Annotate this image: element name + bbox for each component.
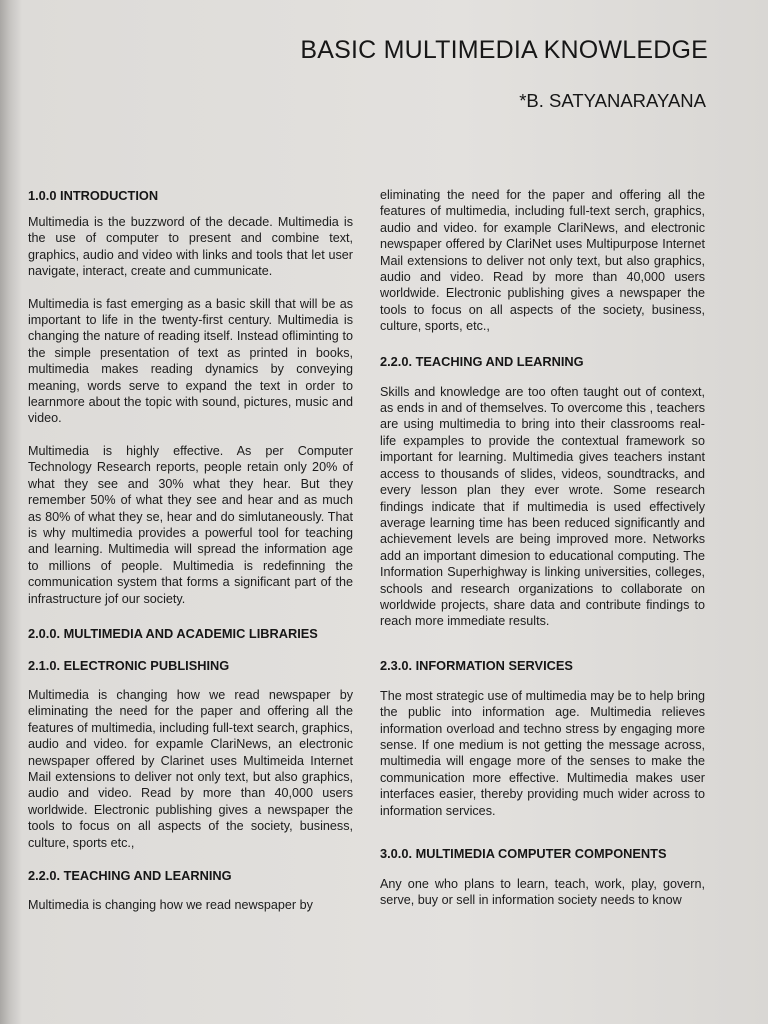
paragraph-publishing-continued: eliminating the need for the paper and offering all the features of multimedia, including full-text serch, graphics, audio and video. for example ClariNews, and electronic newspaper offered by ClariNet uses Multipurpose Internet Mail extensions to deliver not only text, but also graphics, audio and video. Read by more than 40,000 users worldwide. Electronic publishing gives a newspaper the tools to focus on all aspects of the society, business, culture, sports, etc., <box>380 188 705 334</box>
paragraph-teaching-start: Multimedia is changing how we read newspaper by <box>28 898 313 912</box>
paragraph-intro-3: Multimedia is highly effective. As per Computer Technology Research reports, people retain only 20% of what they see and 30% what they hear. But they remember 50% of what they see and hear and as much as 80% of what they se, hear and do simlutaneously. That is why multimedia provides a powerful tool for teaching and learning. Multimedia will spread the information age to millions of people. Multimedia is redefinning the communication system that forms a significant part of the infrastructure jof our society. <box>28 443 353 606</box>
paragraph-teaching-learning: Skills and knowledge are too often taught out of context, as ends in and of themselves. To overcome this , teachers are using multimedia to bring into their classrooms real-life expamples to provide the contextual framework so important for learning. Multimedia gives teachers instant access to thousands of slides, videos, soundtracks, and every lesson plan they ever wrote. Some research findings indicate that if multimedia is used effectively average learning time has been reduced significantly and achievement levels are being improved more. Networks add an important dimesion to educational computing. The Information Superhighway is linking universities, colleges, schools and research organizations to collaborate on worldwide projects, share data and contribute findings to reach more immediate results. <box>380 384 705 629</box>
paragraph-intro-2: Multimedia is fast emerging as a basic skill that will be as important to life in the twenty-first century. Multimedia is changing the nature of reading itself. Instead ofliminting to the simple presentation of text as printed in books, multimedia makes reading dynamics by conveying meaning, words serve to expand the text in order to learnmore about the topic with sound, pictures, music and video. <box>28 296 353 426</box>
section-heading-information-services: 2.3.0. INFORMATION SERVICES <box>380 657 573 673</box>
paragraph-electronic-publishing: Multimedia is changing how we read newspaper by eliminating the need for the paper and offering all the features of multimedia, including full-text search, graphics, audio and video. for expamle ClariNews, an electronic newspaper offered by Clarinet uses Multimeida Internet Mail extensions to deliver not only text, but also graphics, audio and video. Read by more than 40,000 users worldwide. Electronic publishing gives a newspaper the tools to focus on all aspects of the society, business, culture, sports etc., <box>28 687 353 850</box>
section-heading-computer-components: 3.0.0. MULTIMEDIA COMPUTER COMPONENTS <box>380 846 667 861</box>
author-name: *B. SATYANARAYANA <box>519 90 706 111</box>
section-heading-teaching-learning-left: 2.2.0. TEACHING AND LEARNING <box>28 868 232 883</box>
paragraph-information-services: The most strategic use of multimedia may be to help bring the public into information age. Multimedia relieves information overload and techno stress by engaging more sense. If one medium is not getting the message across, multimedia will engage more of the senses to make the communication more effective. Multimedia makes user interfaces easier, thereby providing much wider across to information services. <box>380 688 705 818</box>
document-title: BASIC MULTIMEDIA KNOWLEDGE <box>300 36 708 64</box>
section-heading-introduction: 1.0.0 INTRODUCTION <box>28 188 159 203</box>
section-heading-teaching-learning: 2.2.0. TEACHING AND LEARNING <box>380 353 584 369</box>
paragraph-intro-1: Multimedia is the buzzword of the decade. Multimedia is the use of computer to present and combine text, graphics, audio and video with links and tools that let user navigate, interact, create and cummunicate. <box>28 215 353 279</box>
left-column <box>28 187 353 913</box>
section-heading-electronic-publishing: 2.1.0. ELECTRONIC PUBLISHING <box>28 657 230 673</box>
paragraph-computer-components: Any one who plans to learn, teach, work, play, govern, serve, buy or sell in information society needs to know <box>380 877 705 908</box>
right-column <box>380 187 705 909</box>
section-heading-academic-libraries: 2.0.0. MULTIMEDIA AND ACADEMIC LIBRARIES <box>28 625 318 641</box>
